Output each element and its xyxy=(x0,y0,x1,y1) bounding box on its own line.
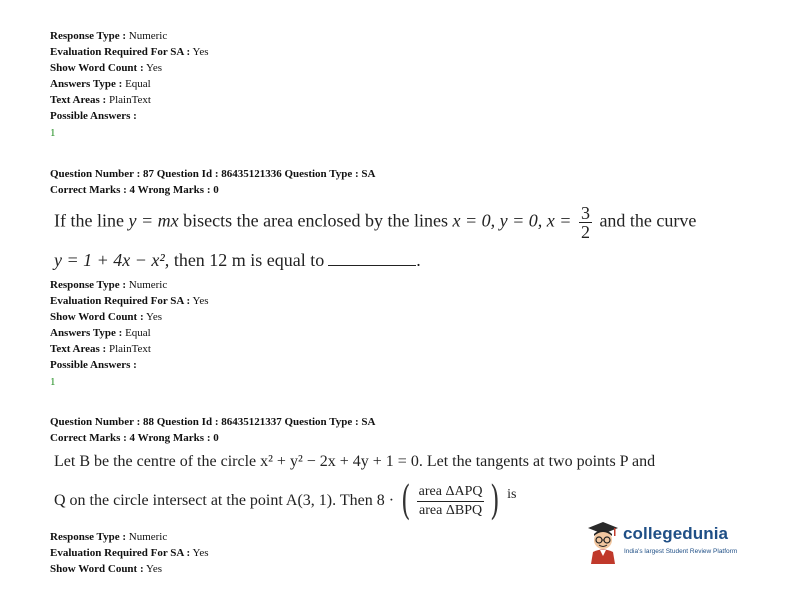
fraction-area-ratio: $\frac{\text{area ΔAPQ}}{\text{area ΔBPQ}}$ xyxy=(418,483,483,518)
meta-row: Show Word Count : Yes xyxy=(50,62,162,74)
meta-row: Answers Type : Equal xyxy=(50,78,151,90)
meta-row: Response Type : Numeric xyxy=(50,531,168,543)
answer-blank xyxy=(328,264,416,266)
logo-wordmark: collegedunia xyxy=(623,524,729,543)
meta-block-1 xyxy=(50,30,209,139)
question-87-line-1: If the line y = mx bisects the area enclosed by the lines x = 0, y = 0, x = $\frac{3}{2}$ and the curve xyxy=(54,203,697,242)
meta-row: Show Word Count : Yes xyxy=(50,311,162,323)
meta-row: Evaluation Required For SA : Yes xyxy=(50,295,209,307)
possible-answer: 1 xyxy=(50,376,56,388)
meta-row: Evaluation Required For SA : Yes xyxy=(50,547,209,559)
logo-tagline: India's largest Student Review Platform xyxy=(624,548,738,555)
meta-row: Possible Answers : xyxy=(50,359,137,371)
meta-row: Text Areas : PlainText xyxy=(50,94,151,106)
question-88-line-2: Q on the circle intersect at the point A(3, 1). Then 8 · ( $\frac{\text{area ΔAPQ}}{\text{area ΔBPQ}}$ ) is xyxy=(54,478,517,524)
meta-row: Evaluation Required For SA : Yes xyxy=(50,46,209,58)
meta-row: Response Type : Numeric xyxy=(50,30,168,42)
question-87-header: Question Number : 87 Question Id : 86435121336 Question Type : SA Correct Marks : 4 Wrong Marks : 0 xyxy=(50,168,376,196)
collegedunia-logo xyxy=(585,518,745,568)
question-88-header: Question Number : 88 Question Id : 86435121337 Question Type : SA Correct Marks : 4 Wrong Marks : 0 xyxy=(50,416,376,444)
meta-row: Answers Type : Equal xyxy=(50,327,151,339)
question-88-line-1: Let B be the centre of the circle x² + y² − 2x + 4y + 1 = 0. Let the tangents at two points P and xyxy=(54,453,656,470)
fraction-three-halves: $\frac{3}{2}$ xyxy=(580,203,590,242)
graduate-mascot-icon xyxy=(585,520,621,564)
meta-row: Show Word Count : Yes xyxy=(50,563,162,575)
meta-row: Response Type : Numeric xyxy=(50,279,168,291)
meta-block-2 xyxy=(50,279,209,388)
question-87-line-2: y = 1 + 4x − x², then 12 m is equal to . xyxy=(54,250,421,270)
meta-block-3 xyxy=(50,531,209,575)
meta-row: Text Areas : PlainText xyxy=(50,343,151,355)
possible-answer: 1 xyxy=(50,127,56,139)
meta-row: Possible Answers : xyxy=(50,110,137,122)
